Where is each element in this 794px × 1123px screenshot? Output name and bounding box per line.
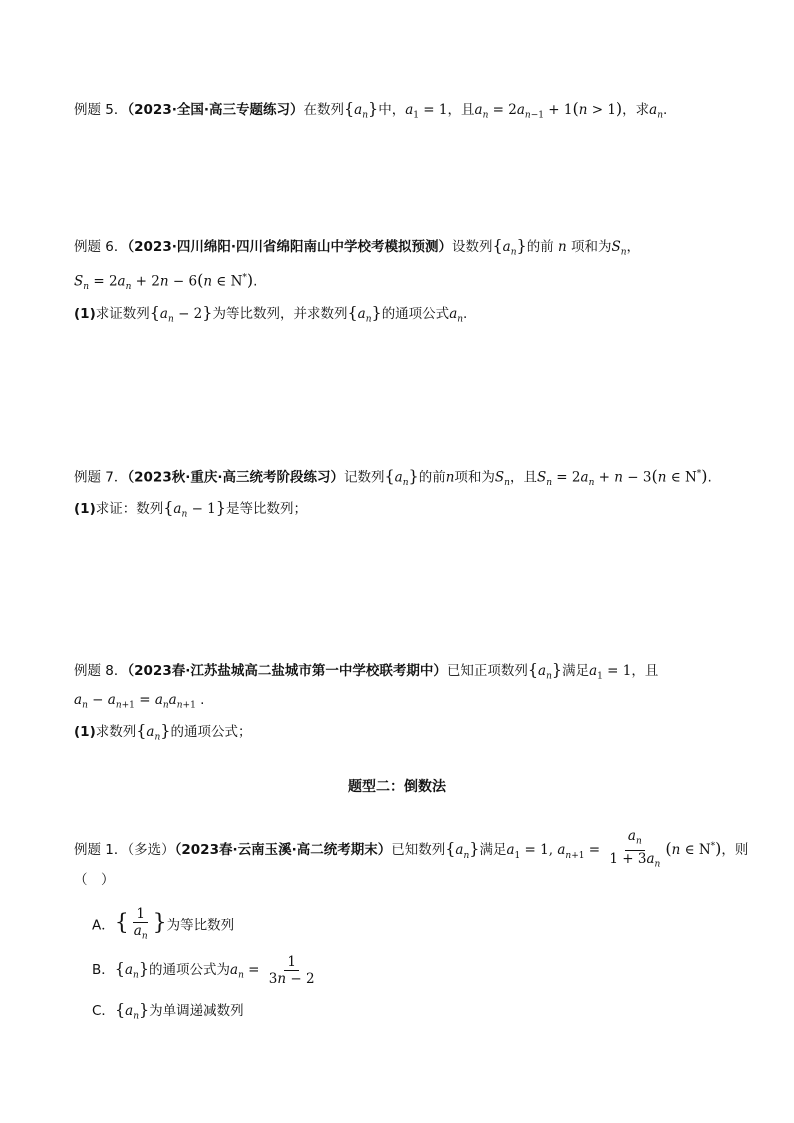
text: 项和为 (454, 469, 495, 486)
text: 为等比数列，并求数列 (212, 306, 348, 322)
multi-select-tag: （多选） (127, 842, 175, 859)
text: ， (626, 239, 641, 255)
text: ，则 (721, 842, 749, 859)
section-title: 题型二：倒数法 (348, 779, 446, 795)
fraction: $\frac{1}{3n - 2}$ (268, 953, 315, 987)
text: ，且 (509, 469, 537, 486)
option-b: B．$\{a_n\}$的通项公式为$a_n$ = $\frac{1}{3n - 2}$ (92, 952, 320, 993)
text: 的前 (526, 239, 554, 255)
text: 的通项公式 (381, 306, 450, 322)
example-6-formula: $S_n = 2a_n + 2n - 6(n$ ∈ N*). (74, 270, 258, 293)
text: 满足 (562, 663, 590, 679)
text: 求证：数列 (95, 501, 164, 517)
text: 是等比数列； (225, 501, 307, 517)
example-label: 例题 8． (74, 663, 128, 679)
fraction: $\frac{a_n}{1 + 3a_n}$ (609, 828, 661, 870)
option-a: A．{ $\frac{1}{a_n}$ }为等比数列 (92, 906, 234, 945)
text: 已知正项数列 (446, 663, 528, 679)
text: 为单调递减数列 (149, 1003, 244, 1019)
text: 的通项公式为 (149, 962, 230, 978)
text: 的通项公式； (170, 724, 252, 740)
option-letter: B． (92, 962, 115, 978)
text: 设数列 (451, 239, 493, 255)
text: 记数列 (343, 469, 385, 486)
text: 满足 (479, 842, 507, 859)
text: 在数列 (303, 102, 344, 118)
example-8-question-1: (1)求数列$\{a_n\}$的通项公式； (74, 721, 252, 743)
text: 项和为 (571, 239, 612, 255)
example-5: 例题 5．（2023·全国·高三专题练习）在数列$\{a_n\}$中，$a_1 = 1$，且$a_n = 2a_{n-1} + 1(n > 1)$，求$a_n$. (74, 99, 668, 121)
example-label: 例题 5． (74, 102, 128, 118)
option-letter: C． (92, 1003, 115, 1019)
question-number: (1) (74, 306, 96, 322)
example-1: 例题 1．（多选）（2023春·云南玉溪·高二统考期末）已知数列$\{a_n\}$满足$a_1 = 1$, $a_{n+1}$ = $\frac{a_n}{1 + 3a_n}$ (n ∈ N*)，则 (74, 828, 748, 873)
example-source: （2023春·江苏盐城高二盐城市第一中学校联考期中） (127, 663, 447, 679)
text: 中， (378, 102, 406, 118)
text: 已知数列 (391, 842, 446, 859)
example-7: 例题 7．（2023秋·重庆·高三统考阶段练习）记数列$\{a_n\}$的前n项和为$S_n$，且$S_n = 2a_n + n - 3(n$ ∈ N*). (74, 466, 712, 489)
example-8: 例题 8．（2023春·江苏盐城高二盐城市第一中学校联考期中）已知正项数列$\{a_n\}$满足$a_1 = 1$，且 (74, 660, 659, 682)
text: ，且 (447, 102, 475, 118)
example-label: 例题 6． (74, 239, 128, 255)
example-6: 例题 6．（2023·四川绵阳·四川省绵阳南山中学校考模拟预测）设数列$\{a_n\}$的前 n 项和为$S_n$， (74, 236, 641, 258)
example-source: （2023·四川绵阳·四川省绵阳南山中学校考模拟预测） (127, 239, 452, 255)
example-label: 例题 1． (74, 842, 128, 859)
text: 为等比数列 (166, 917, 235, 934)
question-number: (1) (74, 724, 96, 740)
text: 的前 (418, 469, 446, 486)
example-6-question-1: (1)求证数列$\{a_n - 2\}$为等比数列，并求数列$\{a_n\}$的通项公式$a_n$. (74, 303, 468, 325)
example-label: 例题 7． (74, 469, 128, 486)
text: ，且 (631, 663, 659, 679)
question-number: (1) (74, 501, 96, 517)
text: . (663, 102, 668, 118)
text: . (463, 306, 468, 322)
option-letter: A． (92, 917, 115, 934)
example-source: （2023春·云南玉溪·高二统考期末） (174, 842, 392, 859)
answer-paren: （ ） (74, 872, 115, 888)
text: 求数列 (95, 724, 137, 740)
option-c: C．$\{a_n\}$为单调递减数列 (92, 1000, 244, 1022)
fraction: $\frac{1}{a_n}$ (133, 906, 148, 942)
example-8-formula: $a_n - a_{n+1} = a_na_{n+1}$ . (74, 692, 205, 711)
example-7-question-1: (1)求证：数列$\{a_n - 1\}$是等比数列； (74, 498, 307, 520)
text: 求证数列 (95, 306, 150, 322)
example-source: （2023·全国·高三专题练习） (127, 102, 304, 118)
example-source: （2023秋·重庆·高三统考阶段练习） (127, 469, 344, 486)
text: ，求 (622, 102, 650, 118)
